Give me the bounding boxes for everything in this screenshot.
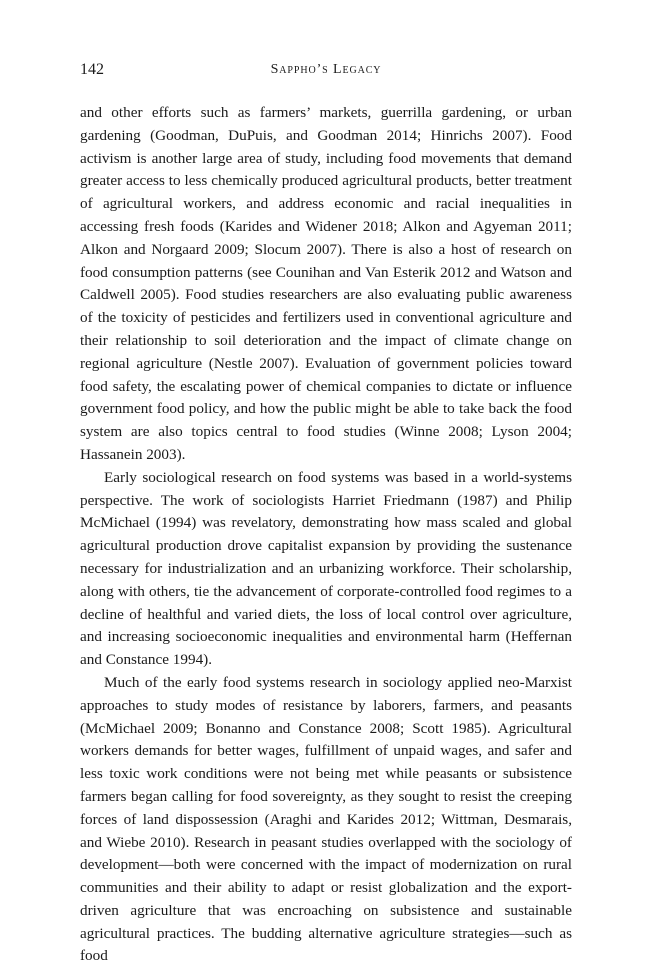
running-header — [80, 58, 572, 82]
body-text — [80, 102, 572, 968]
running-title: Sappho’s Legacy — [270, 62, 382, 77]
paragraph-continued: and other efforts such as farmers’ markets, guerrilla gardening, or urban gardening (Goodman, DuPuis, and Goodman 2014; Hinrichs 2007). Food activism is another large area of study, including food movements that demand greater access to less chemically produced agricultural products, better treatment of agricultural workers, and address economic and racial inequalities in accessing fresh foods (Karides and Widener 2018; Alkon and Agyeman 2011; Alkon and Norgaard 2009; Slocum 2007). There is also a host of research on food consumption patterns (see Counihan and Van Esterik 2012 and Watson and Caldwell 2005). Food studies researchers are also evaluating public awareness of the toxicity of pesticides and fertilizers used in conventional agriculture and their relationship to soil deterioration and the impact of climate change on regional agriculture (Nestle 2007). Evaluation of government policies toward food safety, the escalating power of chemical companies to dictate or influence government food policy, and how the public might be able to take back the food system are also topics central to food studies (Winne 2008; Lyson 2004; Hassanein 2003). — [80, 104, 572, 463]
page-number: 142 — [80, 61, 104, 78]
paragraph-early-sociological-research: Early sociological research on food systems was based in a world-systems perspective. The work of sociologists Harriet Friedmann (1987) and Philip McMichael (1994) was revelatory, demonstrating how mass scaled and global agricultural production drove capitalist expansion by providing the sustenance necessary for industrialization and an urbanizing workforce. Their scholarship, along with others, tie the advancement of corporate-controlled food regimes to a decline of healthful and varied diets, the loss of local control over agriculture, and increasing socioeconomic inequalities and environmental harm (Heffernan and Constance 1994). — [80, 468, 572, 669]
paragraph-neo-marxist-approaches: Much of the early food systems research in sociology applied neo-Marxist approaches to study modes of resistance by laborers, farmers, and peasants (McMichael 2009; Bonanno and Constance 2008; Scott 1985). Agricultural workers demands for better wages, fulfillment of unpaid wages, and safer and less toxic work conditions were not being met while peasants or subsistence farmers began calling for food sovereignty, as they sought to resist the creeping forces of land dispossession (Araghi and Karides 2012; Wittman, Desmarais, and Wiebe 2010). Research in peasant studies overlapped with the sociology of development—both were concerned with the impact of modernization on rural communities and their ability to adapt or resist globalization and the export-driven agriculture that was encroaching on subsistence and sustainable agricultural practices. The budding alternative agriculture strategies—such as food — [80, 673, 572, 965]
